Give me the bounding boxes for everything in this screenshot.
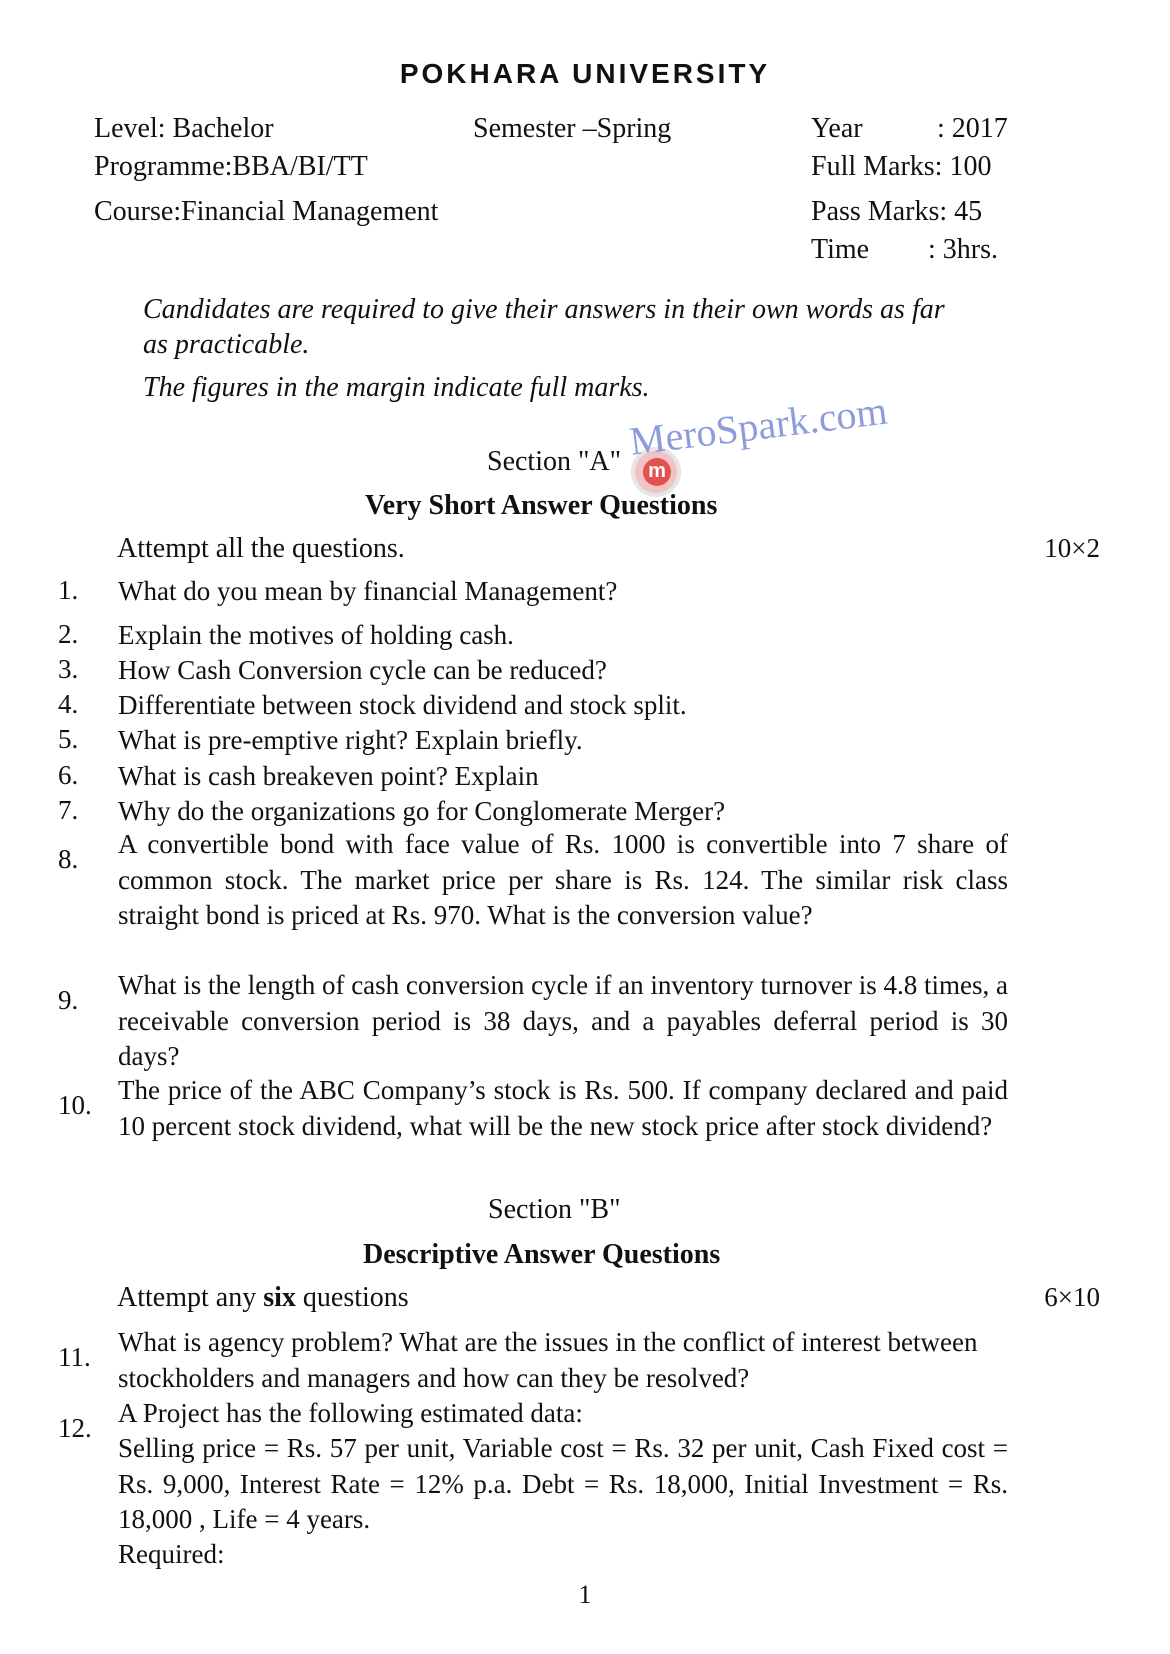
question-text: Explain the motives of holding cash. (118, 620, 514, 650)
instruction-line-1: Candidates are required to give their answers in their own words as far (143, 294, 945, 325)
question-number: 3. (58, 654, 79, 684)
question-number: 6. (58, 760, 79, 790)
page-number: 1 (578, 1580, 592, 1609)
time-value: : 3hrs. (928, 234, 998, 265)
section-b-marks: 6×10 (1044, 1282, 1100, 1312)
level: Level: Bachelor (94, 113, 274, 144)
instruction-text: questions (295, 1282, 409, 1313)
pass-marks: Pass Marks: 45 (811, 196, 983, 227)
instruction-line-2: as practicable. (143, 329, 310, 360)
section-a-instruction: Attempt all the questions. (117, 533, 405, 564)
instruction-text: Attempt any (117, 1282, 264, 1313)
section-b-subtitle: Descriptive Answer Questions (363, 1239, 721, 1270)
question-text: Differentiate between stock dividend and stock split. (118, 690, 687, 720)
question-text: A Project has the following estimated data: (118, 1398, 583, 1428)
question-number: 4. (58, 689, 79, 719)
logo-letter: m (643, 458, 671, 486)
question-text: How Cash Conversion cycle can be reduced? (118, 655, 607, 685)
semester: Semester –Spring (473, 113, 672, 144)
full-marks: Full Marks: 100 (811, 151, 992, 182)
time-label: Time (811, 234, 870, 265)
question-text: A convertible bond with face value of Rs. 1000 is convertible into 7 share of common stock. The market price per share is Rs. 124. The similar risk class straight bond is priced at Rs. 970. What is the conversion value? (118, 829, 1008, 930)
section-a-subtitle: Very Short Answer Questions (365, 490, 718, 521)
question-text: What is pre-emptive right? Explain briefly. (118, 725, 583, 755)
question-number: 2. (58, 619, 79, 649)
instruction-line-3: The figures in the margin indicate full marks. (143, 372, 650, 403)
year-label: Year (811, 113, 863, 144)
programme: Programme:BBA/BI/TT (94, 151, 368, 182)
question-number: 8. (58, 844, 79, 874)
watermark-text: MeroSpark.com (627, 387, 890, 464)
section-a-title: Section "A" (487, 446, 622, 477)
section-b-instruction (117, 1282, 409, 1314)
question-text: What do you mean by financial Management? (118, 576, 618, 606)
question-number: 11. (58, 1342, 91, 1372)
question-required: Required: (118, 1539, 225, 1569)
question-text: Why do the organizations go for Conglomerate Merger? (118, 796, 726, 826)
question-number: 12. (58, 1413, 92, 1443)
year-value: : 2017 (937, 113, 1008, 144)
question-number: 5. (58, 724, 79, 754)
question-detail: Selling price = Rs. 57 per unit, Variable cost = Rs. 32 per unit, Cash Fixed cost = Rs. 9,000, Interest Rate = 12% p.a. Debt = Rs. 18,000, Initial Investment = Rs. 18,000 , Life = 4 years. (118, 1433, 1008, 1534)
question-text: What is the length of cash conversion cycle if an inventory turnover is 4.8 times, a receivable conversion period is 38 days, and a payables deferral period is 30 days? (118, 970, 1008, 1071)
question-number: 9. (58, 985, 79, 1015)
question-number: 1. (58, 575, 79, 605)
course: Course:Financial Management (94, 196, 439, 227)
question-text: What is agency problem? What are the issues in the conflict of interest between stockholders and managers and how can they be resolved? (118, 1327, 978, 1393)
question-number: 10. (58, 1090, 92, 1120)
section-a-marks: 10×2 (1044, 533, 1100, 563)
instruction-emphasis: six (263, 1282, 296, 1313)
question-text: The price of the ABC Company’s stock is Rs. 500. If company declared and paid 10 percent stock dividend, what will be the new stock price after stock dividend? (118, 1075, 1008, 1141)
university-title: POKHARA UNIVERSITY (399, 58, 771, 89)
question-text: What is cash breakeven point? Explain (118, 761, 539, 791)
section-b-title: Section "B" (488, 1194, 621, 1225)
question-number: 7. (58, 795, 79, 825)
